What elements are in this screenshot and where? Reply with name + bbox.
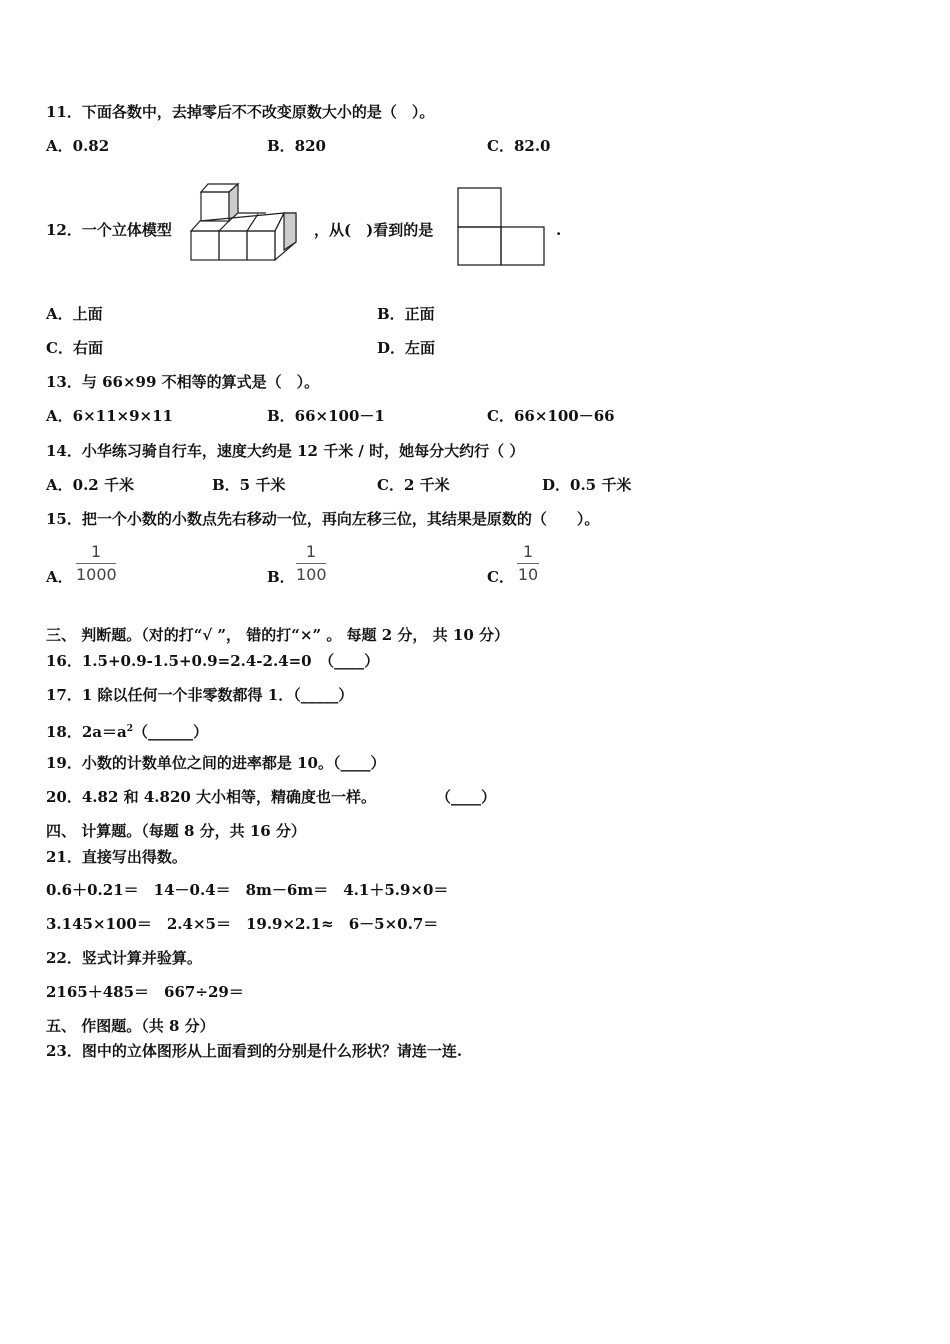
q12-option-b: B．正面 (377, 305, 435, 323)
q14-option-b: B．5 千米 (212, 476, 286, 494)
q22-stem: 22．竖式计算并验算。 (46, 949, 202, 967)
q15-stem: 15．把一个小数的小数点先右移动一位，再向左移三位，其结果是原数的（ ）。 (46, 510, 600, 528)
q13-option-c: C．66×100－66 (487, 407, 615, 425)
q15-option-b-label: B． (267, 568, 295, 586)
q14-option-a: A．0.2 千米 (46, 476, 134, 494)
q15-option-c-label: C． (487, 568, 514, 586)
fraction-numerator: 1 (522, 542, 534, 561)
q14-stem: 14．小华练习骑自行车，速度大约是 12 千米 / 时，她每分大约行（ ） (46, 442, 525, 460)
q17: 17．1 除以任何一个非零数都得 1．（_____） (46, 686, 354, 704)
q18-superscript: 2 (126, 724, 134, 734)
fraction-denominator: 100 (296, 565, 327, 584)
q13-stem: 13．与 66×99 不相等的算式是（ ）。 (46, 373, 320, 391)
q12-option-c: C．右面 (46, 339, 103, 357)
q12-stem-c: . (556, 221, 562, 239)
fraction-bar (76, 563, 116, 564)
section-3-heading: 三、 判断题。（对的打“√ ”， 错的打“×” 。 每题 2 分， 共 10 分） (46, 626, 509, 644)
q21-row-1: 0.6＋0.21＝ 14－0.4＝ 8m－6m＝ 4.1＋5.9×0＝ (46, 881, 449, 899)
fraction-denominator: 1000 (76, 565, 117, 584)
q15-option-a-fraction (76, 542, 116, 585)
q15-option-a-label: A． (46, 568, 73, 586)
q13-option-b: B．66×100－1 (267, 407, 385, 425)
cube-model-figure (188, 180, 300, 264)
q21-stem: 21．直接写出得数。 (46, 848, 187, 866)
q13-option-a: A．6×11×9×11 (46, 407, 173, 425)
q12-option-a: A．上面 (46, 305, 103, 323)
q19: 19．小数的计数单位之间的进率都是 10。（____） (46, 754, 386, 772)
q11-option-c: C．82.0 (487, 137, 551, 155)
q14-option-d: D．0.5 千米 (542, 476, 632, 494)
fraction-numerator: 1 (305, 542, 317, 561)
q11-option-b: B．820 (267, 137, 326, 155)
q14-option-c: C．2 千米 (377, 476, 450, 494)
fraction-bar (296, 563, 326, 564)
q11-stem: 11．下面各数中，去掉零后不不改变原数大小的是（ ）。 (46, 103, 435, 121)
q18-text-a: 18．2a＝a (46, 723, 127, 741)
q18-text-b: （______） (133, 723, 209, 741)
q18 (46, 719, 208, 742)
view-shape-figure (456, 186, 548, 268)
q22-row: 2165＋485＝ 667÷29＝ (46, 983, 244, 1001)
q12-option-d: D．左面 (377, 339, 436, 357)
q15-option-c-fraction (517, 542, 539, 585)
q21-row-2: 3.145×100＝ 2.4×5＝ 19.9×2.1≈ 6－5×0.7＝ (46, 915, 439, 933)
q20: 20．4.82 和 4.820 大小相等，精确度也一样。 （____） (46, 788, 497, 806)
section-4-heading: 四、 计算题。（每题 8 分，共 16 分） (46, 822, 306, 840)
section-5-heading: 五、 作图题。（共 8 分） (46, 1017, 215, 1035)
fraction-denominator: 10 (517, 565, 539, 584)
q12-stem-a: 12．一个立体模型 (46, 221, 172, 239)
q12-stem-b: ，从( )看到的是 (314, 221, 434, 239)
q23-stem: 23．图中的立体图形从上面看到的分别是什么形状？请连一连. (46, 1042, 463, 1060)
q16: 16．1.5+0.9-1.5+0.9=2.4-2.4=0 （____） (46, 652, 380, 670)
q11-option-a: A．0.82 (46, 137, 110, 155)
q15-option-b-fraction (296, 542, 326, 585)
fraction-bar (517, 563, 539, 564)
fraction-numerator: 1 (90, 542, 102, 561)
